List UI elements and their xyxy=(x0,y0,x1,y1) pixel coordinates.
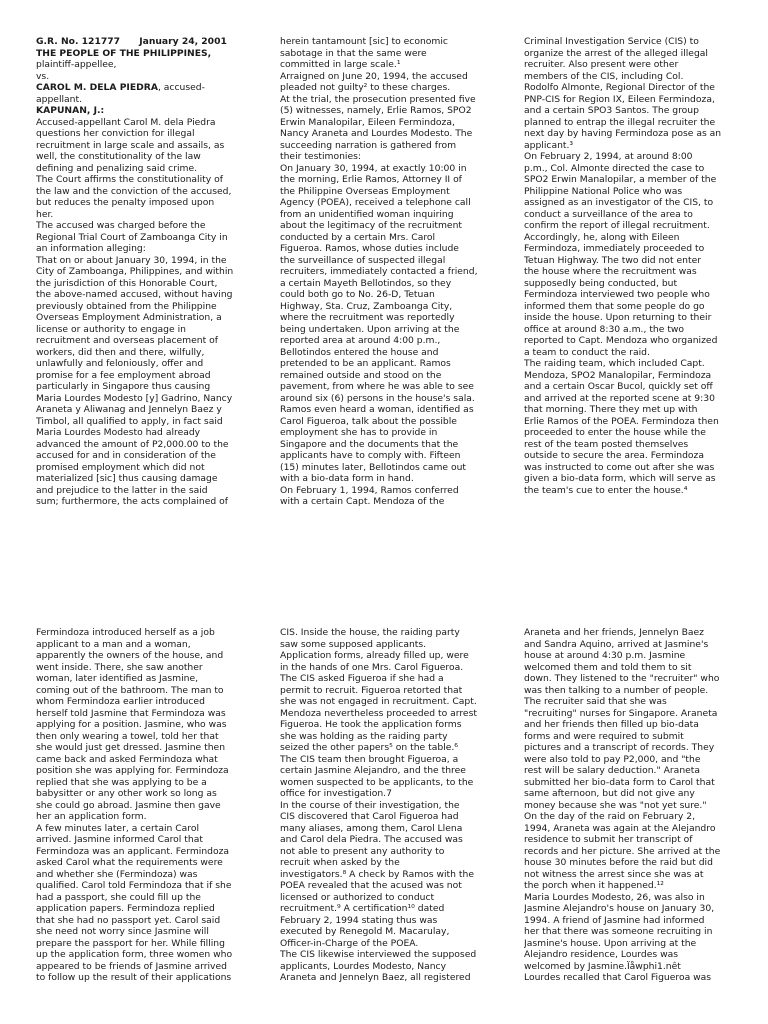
text-line: recruitment and overseas placement of xyxy=(36,335,218,346)
text-line: that morning. There they met up with xyxy=(524,404,698,415)
text-line: investigators.⁸ A check by Ramos with the xyxy=(280,868,474,880)
text-line: where the recruitment was reportedly xyxy=(280,312,455,323)
text-line: residence to submit her transcript of xyxy=(524,834,693,845)
text-line: certain Jasmine Alejandro, and the three xyxy=(280,765,466,776)
text-line: Fermindoza interviewed two people who xyxy=(524,289,710,300)
text-line: Erlie Ramos of the POEA. Fermindoza then xyxy=(524,415,719,427)
text-line: were also told to pay P2,000, and "the xyxy=(524,753,701,765)
text-line: CIS. Inside the house, the raiding party xyxy=(280,627,460,638)
text-line: materialized [sic] thus causing damage xyxy=(36,473,218,484)
text-line: Highway, Sta. Cruz, Zamboanga City, xyxy=(280,300,453,312)
text-line: reported area at around 4:00 p.m., xyxy=(280,335,441,346)
text-line: but reduces the penalty imposed upon xyxy=(36,197,215,208)
text-line: On February 1, 1994, Ramos conferred xyxy=(280,484,459,496)
text-line: her that there was someone recruiting in xyxy=(524,926,713,937)
text-line: Ramos even heard a woman, identified as xyxy=(280,404,474,415)
text-line: Overseas Employment Administration, a xyxy=(36,312,222,323)
text-line: herein tantamount [sic] to economic xyxy=(280,36,448,47)
text-line: to follow up the result of their applications xyxy=(36,972,232,983)
text-line: welcomed them and told them to sit xyxy=(524,661,692,673)
text-line: inside the house. Upon returning to their xyxy=(524,312,712,323)
text-line: The raiding team, which included Capt. xyxy=(524,358,705,369)
text-line: went inside. There, she saw another xyxy=(36,661,203,673)
text-line: Officer-in-Charge of the POEA. xyxy=(280,937,419,949)
case-number-date: G.R. No. 121777 January 24, 2001 xyxy=(36,36,227,47)
text-line: Mendoza, SPO2 Manalopilar, Fermindoza xyxy=(524,369,712,381)
text-line: forms and were required to submit xyxy=(524,730,684,742)
text-line: qualified. Carol told Fermindoza that if she xyxy=(36,880,232,891)
text-line: submitted her bio-data form to Carol that xyxy=(524,776,715,788)
column-text xyxy=(280,36,518,508)
column-text xyxy=(524,627,762,984)
text-line: position she was applying for. Fermindoza xyxy=(36,765,229,776)
text-line: babysitter or any other work so long as xyxy=(36,788,217,799)
text-line: Maria Lourdes Modesto [y] Gadrino, Nancy xyxy=(36,392,233,404)
text-line: pretended to be an applicant. Ramos xyxy=(280,358,451,369)
text-line: with a bio-data form in hand. xyxy=(280,473,414,484)
text-line: informed them that some people do go xyxy=(524,300,705,312)
text-line: she was holding as the raiding party xyxy=(280,730,448,742)
text-line: Regional Trial Court of Zamboanga City in xyxy=(36,231,228,243)
text-line: Figueroa. He took the application forms xyxy=(280,719,462,730)
text-line: in the hands of one Mrs. Carol Figueroa. xyxy=(280,661,464,673)
text-line: house 30 minutes before the raid but did xyxy=(524,857,713,868)
text-line: money because she was "not yet sure." xyxy=(524,799,707,811)
page-2 xyxy=(0,627,768,1024)
text-line: appeared to be friends of Jasmine arrived xyxy=(36,960,227,972)
text-line: coming out of the bathroom. The man to xyxy=(36,684,224,696)
text-line: Fermindoza was an applicant. Fermindoza xyxy=(36,845,230,857)
text-line: replied that she was applying to be a xyxy=(36,776,207,788)
text-line: The recruiter said that she was xyxy=(524,696,667,707)
text-line: around six (6) persons in the house's sala. xyxy=(280,392,475,404)
text-line: confirm the report of illegal recruitment. xyxy=(524,220,710,231)
text-line: (5) witnesses, namely, Erlie Ramos, SPO2 xyxy=(280,105,472,116)
text-line: Araneta and her friends, Jennelyn Baez xyxy=(524,627,704,638)
text-line: office at around 8:30 a.m., the two xyxy=(524,323,685,335)
column-text xyxy=(36,627,274,984)
text-line: applicant.³ xyxy=(524,139,574,151)
text-line: the house where the recruitment was xyxy=(524,266,697,277)
text-line: licensed or authorized to conduct xyxy=(280,891,435,903)
text-line: and arrived at the reported scene at 9:30 xyxy=(524,392,715,404)
text-line: Tetuan Highway. The two did not enter xyxy=(524,254,702,266)
text-line: their testimonies: xyxy=(280,151,362,162)
accused-line xyxy=(36,82,274,94)
text-line: recruitment.⁹ A certification¹⁰ dated xyxy=(280,903,445,914)
text-line: p.m., Col. Almonte directed the case to xyxy=(524,162,705,174)
text-line: questions her conviction for illegal xyxy=(36,128,195,139)
text-line: that she had no passport yet. Carol said xyxy=(36,914,221,926)
text-line: Accordingly, he, along with Eileen xyxy=(524,231,680,243)
text-line: down. They listened to the "recruiter" who xyxy=(524,673,720,684)
text-line: the surveillance of suspected illegal xyxy=(280,254,446,266)
text-line: defining and penalizing said crime. xyxy=(36,162,198,174)
text-line: she was not engaged in recruitment. Capt. xyxy=(280,696,477,707)
text-line: application papers. Fermindoza replied xyxy=(36,903,215,914)
text-line: same afternoon, but did not give any xyxy=(524,788,695,799)
text-line: then only wearing a towel, told her that xyxy=(36,730,219,742)
accused-suffix: , accused- xyxy=(157,82,205,93)
text-line: recruit when asked by the xyxy=(280,857,400,868)
text-line: promise for a fee employment abroad xyxy=(36,369,211,381)
text-line: had a passport, she could fill up the xyxy=(36,891,201,903)
case-header xyxy=(36,36,274,117)
text-line: records and her picture. She arrived at the xyxy=(524,845,721,857)
text-line: committed in large scale.¹ xyxy=(280,59,401,70)
column-1 xyxy=(36,627,274,1024)
text-line: came back and asked Fermindoza what xyxy=(36,753,218,765)
text-line: employment she has to provide in xyxy=(280,427,438,438)
text-line: saw some supposed applicants. xyxy=(280,638,427,650)
text-line: Singapore and the documents that the xyxy=(280,438,459,450)
text-line: City of Zamboanga, Philippines, and within xyxy=(36,266,234,277)
text-line: herself told Jasmine that Fermindoza was xyxy=(36,707,226,719)
text-line: The Court affirms the constitutionality of xyxy=(36,174,223,185)
text-line: workers, did then and there, wilfully, xyxy=(36,346,205,358)
text-line: being undertaken. Upon arriving at the xyxy=(280,323,460,335)
text-line: and a certain SPO3 Santos. The group xyxy=(524,105,699,116)
text-line: succeeding narration is gathered from xyxy=(280,139,457,151)
text-line: Arraigned on June 20, 1994, the accused xyxy=(280,70,468,82)
column-3 xyxy=(524,36,762,552)
text-line: she would just get dressed. Jasmine then xyxy=(36,742,226,753)
text-line: supposedly being conducted, but xyxy=(524,277,678,289)
text-line: and Carol dela Piedra. The accused was xyxy=(280,834,463,845)
text-line: a certain Mayeth Bellotindos, so they xyxy=(280,277,452,289)
text-line: and a certain Oscar Bucol, quickly set off xyxy=(524,381,713,392)
text-line: from an unidentified woman inquiring xyxy=(280,208,454,220)
text-line: pictures and a transcript of records. They xyxy=(524,742,715,753)
text-line: Fermindoza, immediately proceeded to xyxy=(524,243,705,254)
text-line: organize the arrest of the alleged illegal xyxy=(524,47,708,59)
text-line: the porch when it happened.¹² xyxy=(524,880,664,891)
column-text xyxy=(524,36,762,496)
text-line: arrived. Jasmine informed Carol that xyxy=(36,834,203,845)
text-line: and her friends then filled up bio-data xyxy=(524,719,699,730)
text-line: members of the CIS, including Col. xyxy=(524,70,684,82)
text-line: On February 2, 1994, at around 8:00 xyxy=(524,151,693,162)
text-line: permit to recruit. Figueroa retorted that xyxy=(280,684,463,696)
text-line: Jasmine Alejandro's house on January 30, xyxy=(524,903,715,914)
column-2 xyxy=(280,36,518,552)
text-line: pleaded not guilty² to these charges. xyxy=(280,82,451,93)
accused-role: appellant. xyxy=(36,93,83,105)
text-line: applicants have to comply with. Fifteen xyxy=(280,450,461,461)
text-line: Criminal Investigation Service (CIS) to xyxy=(524,36,699,47)
text-line: could both go to No. 26-D, Tetuan xyxy=(280,289,435,300)
text-line: promised employment which did not xyxy=(36,461,205,473)
versus-label: vs. xyxy=(36,70,50,82)
text-line: and whether she (Fermindoza) was xyxy=(36,868,198,880)
text-line: (15) minutes later, Bellotindos came out xyxy=(280,461,467,473)
text-line: the jurisdiction of this Honorable Court, xyxy=(36,277,218,289)
text-line: woman, later identified as Jasmine, xyxy=(36,673,199,684)
text-line: she need not worry since Jasmine will xyxy=(36,926,209,937)
text-line: whom Fermindoza earlier introduced xyxy=(36,696,205,707)
column-text xyxy=(280,627,518,984)
text-line: well, the constitutionality of the law xyxy=(36,151,201,162)
text-line: At the trial, the prosecution presented five xyxy=(280,93,476,105)
text-line: Erwin Manalopilar, Eileen Fermindoza, xyxy=(280,116,455,128)
text-line: The accused was charged before the xyxy=(36,220,206,231)
text-line: planned to entrap the illegal recruiter the xyxy=(524,116,716,128)
plaintiff-party: THE PEOPLE OF THE PHILIPPINES, xyxy=(36,47,212,59)
text-line: the Philippine Overseas Employment xyxy=(280,185,450,197)
text-line: given a bio-data form, which will serve as xyxy=(524,473,716,484)
text-line: In the course of their investigation, the xyxy=(280,799,460,811)
text-line: Alejandro residence, Lourdes was xyxy=(524,949,679,960)
plaintiff-role: plaintiff-appellee, xyxy=(36,59,117,70)
text-line: advanced the amount of P2,000.00 to the xyxy=(36,438,229,450)
text-line: CIS discovered that Carol Figueroa had xyxy=(280,811,459,822)
text-line: Fermindoza introduced herself as a job xyxy=(36,627,215,638)
text-line: Application forms, already filled up, were xyxy=(280,650,469,661)
text-line: On January 30, 1994, at exactly 10:00 in xyxy=(280,162,467,174)
text-line: and Sandra Aquino, arrived at Jasmine's xyxy=(524,638,709,650)
text-line: applying for a position. Jasmine, who was xyxy=(36,719,227,730)
text-line: reported to Capt. Mendoza who organized xyxy=(524,335,718,346)
text-line: Philippine National Police who was xyxy=(524,185,683,197)
text-line: SPO2 Erwin Manalopilar, a member of the xyxy=(524,174,717,185)
text-line: was instructed to come out after she was xyxy=(524,461,715,473)
text-line: The CIS asked Figueroa if she had a xyxy=(280,673,444,684)
text-line: asked Carol what the requirements were xyxy=(36,857,223,868)
column-3 xyxy=(524,627,762,1024)
text-line: The CIS likewise interviewed the supposed xyxy=(280,949,477,960)
text-line: many aliases, among them, Carol Llena xyxy=(280,822,463,834)
text-line: "recruiting" nurses for Singapore. Araneta xyxy=(524,707,718,719)
text-line: recruitment in large scale and assails, as xyxy=(36,139,225,151)
column-2 xyxy=(280,627,518,1024)
text-line: previously obtained from the Philippine xyxy=(36,300,217,312)
text-line: proceeded to enter the house while the xyxy=(524,427,706,438)
text-line: women suspected to be applicants, to the xyxy=(280,776,474,788)
text-line: not witness the arrest since she was at xyxy=(524,868,704,880)
column-text xyxy=(36,117,274,508)
page-1 xyxy=(0,36,768,552)
text-line: Jasmine's house. Upon arriving at the xyxy=(524,937,697,949)
text-line: an information alleging: xyxy=(36,243,146,254)
text-line: next day by having Fermindoza pose as an xyxy=(524,128,722,139)
text-line: remained outside and stood on the xyxy=(280,369,442,381)
text-line: particularly in Singapore thus causing xyxy=(36,381,211,392)
text-line: outside to secure the area. Fermindoza xyxy=(524,450,705,461)
text-line: Araneta and Jennelyn Baez, all registered xyxy=(280,972,471,983)
text-line: 1994, Araneta was again at the Alejandro xyxy=(524,822,716,834)
text-line: applicants, Lourdes Modesto, Nancy xyxy=(280,960,447,972)
text-line: pavement, from where he was able to see xyxy=(280,381,474,392)
text-line: seized the other papers⁵ on the table.⁶ xyxy=(280,742,458,753)
accused-name: CAROL M. DELA PIEDRA xyxy=(36,82,158,93)
text-line: office for investigation.7 xyxy=(280,788,392,799)
text-line: Maria Lourdes Modesto had already xyxy=(36,427,201,438)
text-line: the law and the conviction of the accused, xyxy=(36,185,232,197)
text-line: applicant to a man and a woman, xyxy=(36,638,191,650)
text-line: the team's cue to enter the house.⁴ xyxy=(524,484,688,496)
text-line: assigned as an investigator of the CIS, to xyxy=(524,197,714,208)
text-line: sabotage in that the same were xyxy=(280,47,427,59)
text-line: Bellotindos entered the house and xyxy=(280,346,439,358)
text-line: Araneta y Aliwanag and Jennelyn Baez y xyxy=(36,404,222,415)
text-line: Timbol, all qualified to apply, in fact said xyxy=(36,415,223,427)
text-line: Nancy Araneta and Lourdes Modesto. The xyxy=(280,128,473,139)
text-line: February 2, 1994 stating thus was xyxy=(280,914,438,926)
text-line: recruiters, immediately contacted a friend, xyxy=(280,266,478,277)
text-line: not able to present any authority to xyxy=(280,845,445,857)
text-line: welcomed by Jasmine.Ïåwphi1.nêt xyxy=(524,960,681,972)
text-line: with a certain Capt. Mendoza of the xyxy=(280,496,445,507)
text-line: rest of the team posted themselves xyxy=(524,438,689,450)
text-line: Lourdes recalled that Carol Figueroa was xyxy=(524,972,712,983)
text-line: Rodolfo Almonte, Regional Director of the xyxy=(524,82,715,93)
text-line: Mendoza nevertheless proceeded to arrest xyxy=(280,707,477,719)
text-line: On the day of the raid on February 2, xyxy=(524,811,696,822)
text-line: conduct a surveillance of the area to xyxy=(524,208,693,220)
text-line: unlawfully and feloniously, offer and xyxy=(36,358,204,369)
text-line: was then talking to a number of people. xyxy=(524,684,709,696)
ponente: KAPUNAN, J.: xyxy=(36,105,105,116)
text-line: house at around 4:30 p.m. Jasmine xyxy=(524,650,686,661)
text-line: Accused-appellant Carol M. dela Piedra xyxy=(36,116,216,128)
text-line: Figueroa. Ramos, whose duties include xyxy=(280,243,459,254)
text-line: 1994. A friend of Jasmine had informed xyxy=(524,914,705,926)
text-line: A few minutes later, a certain Carol xyxy=(36,822,200,834)
text-line: up the application form, three women who xyxy=(36,949,233,960)
text-line: apparently the owners of the house, and xyxy=(36,650,224,661)
text-line: accused for and in consideration of the xyxy=(36,450,216,461)
text-line: she could go abroad. Jasmine then gave xyxy=(36,799,221,811)
text-line: and prejudice to the latter in the said xyxy=(36,484,208,496)
text-line: Agency (POEA), received a telephone call xyxy=(280,197,471,208)
text-line: executed by Renegold M. Macarulay, xyxy=(280,926,450,937)
text-line: Carol Figueroa, talk about the possible xyxy=(280,415,457,427)
text-line: about the legitimacy of the recruitment xyxy=(280,220,462,231)
text-line: PNP-CIS for Region IX, Eileen Fermindoza, xyxy=(524,93,715,105)
text-line: her. xyxy=(36,208,54,220)
text-line: the above-named accused, without having xyxy=(36,289,233,300)
text-line: POEA revealed that the acused was not xyxy=(280,880,462,891)
text-line: license or authority to engage in xyxy=(36,323,186,335)
text-line: the morning, Erlie Ramos, Attorney II of xyxy=(280,174,462,185)
text-line: a team to conduct the raid. xyxy=(524,346,650,358)
text-line: sum; furthermore, the acts complained of xyxy=(36,496,229,507)
text-line: prepare the passport for her. While filling xyxy=(36,937,225,949)
text-line: rest will be salary deduction." Araneta xyxy=(524,765,701,776)
text-line: conducted by a certain Mrs. Carol xyxy=(280,231,436,243)
column-1 xyxy=(36,36,274,552)
text-line: her an application form. xyxy=(36,811,147,822)
text-line: recruiter. Also present were other xyxy=(524,59,679,70)
text-line: The CIS team then brought Figueroa, a xyxy=(280,753,459,765)
text-line: Maria Lourdes Modesto, 26, was also in xyxy=(524,891,705,903)
text-line: That on or about January 30, 1994, in the xyxy=(36,254,227,266)
